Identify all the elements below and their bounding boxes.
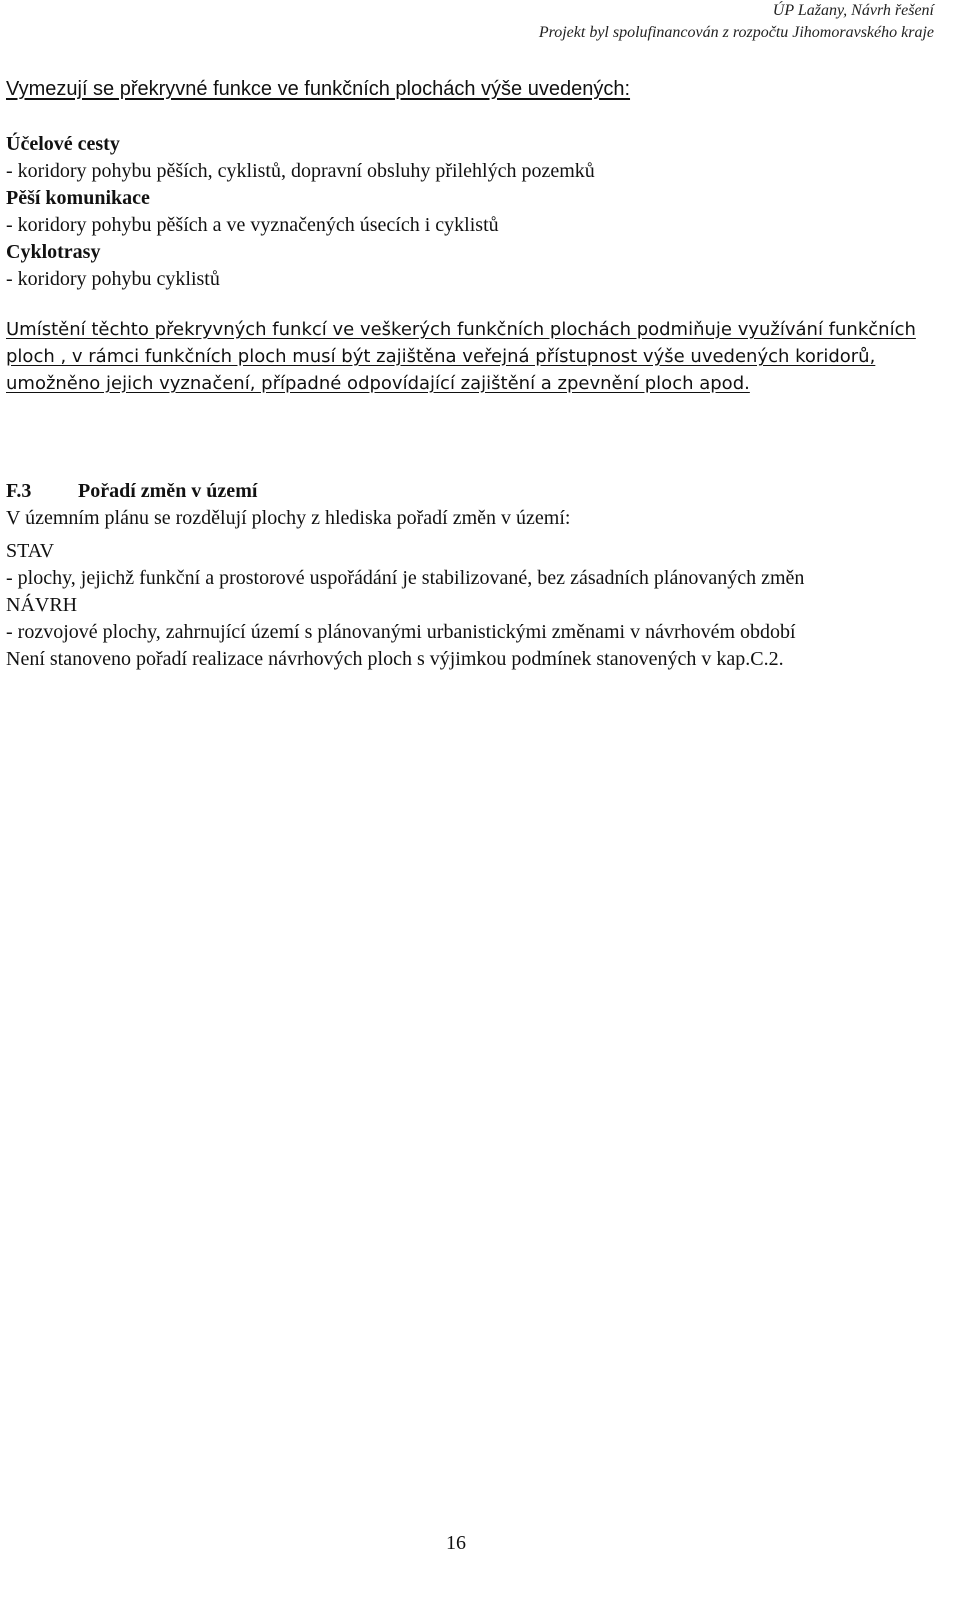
header-funding-note: Projekt byl spolufinancován z rozpočtu Jihomoravského kraje (538, 24, 934, 41)
page-number: 16 (446, 1532, 466, 1554)
overlay-functions-list (6, 104, 936, 293)
stav-label: STAV (6, 540, 55, 562)
block-desc-cyklotrasy: - koridory pohybu cyklistů (6, 268, 220, 290)
stav-description: - plochy, jejichž funkční a prostorové uspořádání je stabilizované, bez zásadních plánovaných změn (6, 567, 805, 589)
header-title: ÚP Lažany, Návrh řešení (772, 2, 934, 19)
navrh-description: - rozvojové plochy, zahrnující území s plánovanými urbanistickými změnami v návrhovém období (6, 621, 796, 643)
navrh-label: NÁVRH (6, 594, 78, 616)
section-heading (6, 478, 936, 505)
block-desc-pesi-komunikace: - koridory pohybu pěších a ve vyznačených úsecích i cyklistů (6, 214, 499, 236)
section-title: Pořadí změn v území (78, 480, 258, 502)
block-title-cyklotrasy: Cyklotrasy (6, 241, 101, 263)
intro-sentence: Vymezují se překryvné funkce ve funkčních plochách výše uvedených: (6, 78, 631, 100)
section-intro: V územním plánu se rozdělují plochy z hlediska pořadí změn v území: (6, 507, 571, 529)
usage-paragraph: Umístění těchto překryvných funkcí ve veškerých funkčních plochách podmiňuje využívání funkčních ploch , v rámci funkčních ploch musí být zajištěna veřejná přístupnost výše uvedených koridorů, umožněno jejich vyznačení, případné odpovídající zajištění a zpevnění ploch apod. (6, 319, 916, 394)
page-header (539, 0, 934, 44)
closing-sentence: Není stanoveno pořadí realizace návrhových ploch s výjimkou podmínek stanovených v kap.C.2. (6, 648, 784, 670)
block-title-ucelove-cesty: Účelové cesty (6, 133, 120, 155)
section-number: F.3 (6, 480, 32, 502)
block-title-pesi-komunikace: Pěší komunikace (6, 187, 150, 209)
section-f3 (6, 478, 936, 673)
block-desc-ucelove-cesty: - koridory pohybu pěších, cyklistů, dopravní obsluhy přilehlých pozemků (6, 160, 595, 182)
